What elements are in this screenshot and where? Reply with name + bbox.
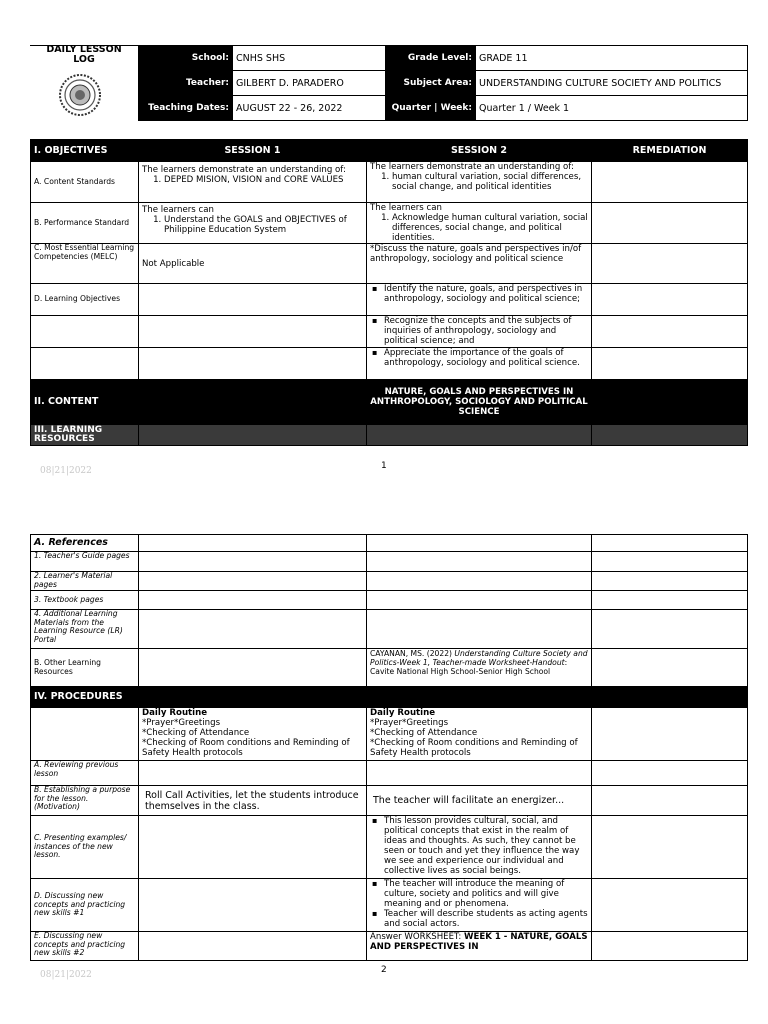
discussing-1-row	[31, 879, 748, 932]
discussing-1-label: D. Discussing new concepts and practicing new skills #1	[31, 879, 139, 932]
routine-s2-1: *Prayer*Greetings	[370, 718, 449, 728]
melc-remediation	[592, 244, 748, 284]
references-heading: A. References	[31, 535, 139, 552]
teachers-guide-s2	[367, 552, 592, 572]
additional-materials-label: 4. Additional Learning Materials from the Learning Resource (LR) Portal	[31, 610, 139, 649]
presenting-remediation	[592, 816, 748, 879]
learners-material-row	[31, 572, 748, 591]
content-heading: II. CONTENT	[31, 380, 139, 425]
textbook-s2	[367, 591, 592, 610]
page-number-2: 2	[381, 965, 387, 975]
learning-resources-remediation	[592, 425, 748, 446]
other-resources-row	[31, 649, 748, 687]
learning-objectives-row-2	[31, 316, 748, 348]
melc-s1: Not Applicable	[139, 244, 367, 284]
additional-materials-s2	[367, 610, 592, 649]
learning-objective-2: ▪ Recognize the concepts and the subjects of inquiries of anthropology, sociology and political science; and	[384, 316, 588, 346]
content-s2: NATURE, GOALS AND PERSPECTIVES IN ANTHROPOLOGY, SOCIOLOGY AND POLITICAL SCIENCE	[367, 380, 592, 425]
other-resources-s1	[139, 649, 367, 687]
content-standards-s1-intro: The learners demonstrate an understanding of:	[142, 165, 346, 175]
performance-s2-item: 1. Acknowledge human cultural variation, social differences, social change, and political identities.	[392, 213, 588, 243]
learning-objectives-remediation-2	[592, 316, 748, 348]
content-s1	[139, 380, 367, 425]
daily-routine-label	[31, 708, 139, 761]
objectives-heading: I. OBJECTIVES	[31, 140, 139, 162]
references-remediation	[592, 535, 748, 552]
motivation-row	[31, 786, 748, 816]
other-resources-s2	[367, 649, 592, 687]
other-resources-remediation	[592, 649, 748, 687]
motivation-label: B. Establishing a purpose for the lesson. (Motivation)	[31, 786, 139, 816]
melc-row	[31, 244, 748, 284]
learning-objectives-s2-1	[367, 284, 592, 316]
performance-standard-remediation	[592, 203, 748, 244]
textbook-remediation	[592, 591, 748, 610]
performance-s2-intro: The learners can	[370, 203, 442, 213]
learning-objectives-remediation-3	[592, 348, 748, 380]
learning-objectives-label: D. Learning Objectives	[31, 284, 139, 316]
worksheet-title: WEEK 1 - NATURE, GOALS AND PERSPECTIVES IN	[370, 932, 588, 952]
references-procedures-table	[30, 534, 748, 961]
additional-materials-row	[31, 610, 748, 649]
content-standards-s2-intro: The learners demonstrate an understanding of:	[370, 162, 574, 172]
header-title	[30, 45, 138, 65]
motivation-remediation	[592, 786, 748, 816]
motivation-s2: The teacher will facilitate an energizer...	[367, 786, 592, 816]
quarter-value: Quarter 1 / Week 1	[476, 96, 748, 121]
other-resources-title: Understanding Culture Society and Politics-Week 1, Teacher-made Worksheet-Handout	[370, 649, 588, 667]
subject-label: Subject Area:	[386, 71, 476, 96]
subject-value: UNDERSTANDING CULTURE SOCIETY AND POLITICS	[476, 71, 748, 96]
objectives-header-row	[31, 140, 748, 162]
teachers-guide-label: 1. Teacher's Guide pages	[31, 552, 139, 572]
reviewing-row	[31, 761, 748, 786]
objectives-table	[30, 139, 748, 446]
footer-date-page2: 08|21|2022	[40, 970, 92, 980]
header-row-school	[139, 46, 748, 71]
discussing-2-s2	[367, 932, 592, 961]
dates-value: AUGUST 22 - 26, 2022	[233, 96, 386, 121]
procedures-remediation	[592, 687, 748, 708]
learning-objectives-s2-3	[367, 348, 592, 380]
performance-s1-item: 1. Understand the GOALS and OBJECTIVES of Philippine Education System	[164, 215, 363, 235]
daily-routine-remediation	[592, 708, 748, 761]
school-seal-icon	[58, 73, 102, 117]
reviewing-remediation	[592, 761, 748, 786]
learning-resources-s1	[139, 425, 367, 446]
melc-label: C. Most Essential Learning Competencies (MELC)	[31, 244, 139, 284]
header-row-teacher	[139, 71, 748, 96]
discussing-2-label: E. Discussing new concepts and practicing new skills #2	[31, 932, 139, 961]
routine-title-s2: Daily Routine	[370, 708, 436, 718]
other-resources-author: CAYANAN, MS. (2022)	[370, 649, 455, 658]
presenting-row	[31, 816, 748, 879]
motivation-s1: Roll Call Activities, let the students introduce themselves in the class.	[139, 786, 367, 816]
routine-title-s1: Daily Routine	[142, 708, 208, 718]
performance-standard-s1	[139, 203, 367, 244]
quarter-label: Quarter | Week:	[386, 96, 476, 121]
learning-objectives-blank-2	[31, 316, 139, 348]
learning-objectives-row-1	[31, 284, 748, 316]
discussing-2-remediation	[592, 932, 748, 961]
content-standards-s1	[139, 162, 367, 203]
routine-s1-1: *Prayer*Greetings	[142, 718, 221, 728]
other-resources-label: B. Other Learning Resources	[31, 649, 139, 687]
learning-objectives-s2-2	[367, 316, 592, 348]
routine-s1-2: *Checking of Attendance	[142, 728, 250, 738]
discussing-1-item-2: ▪ Teacher will describe students as acting agents and social actors.	[384, 909, 588, 929]
teachers-guide-row	[31, 552, 748, 572]
references-heading-row	[31, 535, 748, 552]
learning-objectives-remediation-1	[592, 284, 748, 316]
references-s2	[367, 535, 592, 552]
performance-standard-label: B. Performance Standard	[31, 203, 139, 244]
content-standards-remediation	[592, 162, 748, 203]
learning-objectives-blank-3	[31, 348, 139, 380]
routine-s2-2: *Checking of Attendance	[370, 728, 478, 738]
reviewing-label: A. Reviewing previous lesson	[31, 761, 139, 786]
learning-resources-row	[31, 425, 748, 446]
routine-s2-3: *Checking of Room conditions and Reminding of Safety Health protocols	[370, 738, 578, 758]
page-number-1: 1	[381, 461, 387, 471]
footer-date-page1: 08|21|2022	[40, 466, 92, 476]
reviewing-s2	[367, 761, 592, 786]
learning-objectives-s1	[139, 284, 367, 316]
routine-s1-3: *Checking of Room conditions and Reminding of Safety Health protocols	[142, 738, 350, 758]
learning-objectives-s1-2	[139, 316, 367, 348]
procedures-heading-row	[31, 687, 748, 708]
content-standards-s2-item: 1. human cultural variation, social differences, social change, and political identities	[392, 172, 588, 192]
header-table	[138, 45, 748, 121]
session1-heading: SESSION 1	[139, 140, 367, 162]
additional-materials-s1	[139, 610, 367, 649]
procedures-heading: IV. PROCEDURES	[31, 687, 139, 708]
teachers-guide-s1	[139, 552, 367, 572]
learners-material-s1	[139, 572, 367, 591]
references-s1	[139, 535, 367, 552]
header-title-border	[30, 45, 138, 46]
procedures-s1	[139, 687, 367, 708]
presenting-label: C. Presenting examples/ instances of the new lesson.	[31, 816, 139, 879]
learning-objective-3: ▪ Appreciate the importance of the goals of anthropology, sociology and political science.	[384, 348, 588, 368]
teacher-label: Teacher:	[139, 71, 233, 96]
learning-objective-1: ▪ Identify the nature, goals, and perspectives in anthropology, sociology and political science;	[384, 284, 588, 304]
discussing-1-item-1: ▪ The teacher will introduce the meaning of culture, society and politics and will give meaning and or phenomena.	[384, 879, 588, 909]
content-standards-row	[31, 162, 748, 203]
presenting-s1	[139, 816, 367, 879]
learners-material-s2	[367, 572, 592, 591]
daily-routine-s2	[367, 708, 592, 761]
performance-s1-intro: The learners can	[142, 205, 214, 215]
presenting-s2	[367, 816, 592, 879]
grade-label: Grade Level:	[386, 46, 476, 71]
discussing-1-s2	[367, 879, 592, 932]
textbook-row	[31, 591, 748, 610]
learning-resources-heading: III. LEARNING RESOURCES	[31, 425, 139, 446]
header-title-line2: LOG	[73, 54, 95, 65]
reviewing-s1	[139, 761, 367, 786]
discussing-1-remediation	[592, 879, 748, 932]
procedures-s2	[367, 687, 592, 708]
learners-material-remediation	[592, 572, 748, 591]
dates-label: Teaching Dates:	[139, 96, 233, 121]
daily-routine-row	[31, 708, 748, 761]
discussing-2-row	[31, 932, 748, 961]
learning-objectives-s1-3	[139, 348, 367, 380]
school-label: School:	[139, 46, 233, 71]
teacher-value: GILBERT D. PARADERO	[233, 71, 386, 96]
daily-routine-s1	[139, 708, 367, 761]
discussing-1-s1	[139, 879, 367, 932]
presenting-s2-item: ▪ This lesson provides cultural, social, and political concepts that exist in the realm of ideas and thoughts. As such, they cannot be seen or touch and yet they influence the way we see and experience our individual and collective lives as social beings.	[384, 816, 588, 876]
learning-objectives-row-3	[31, 348, 748, 380]
session2-heading: SESSION 2	[367, 140, 592, 162]
learners-material-label: 2. Learner's Material pages	[31, 572, 139, 591]
worksheet-prefix: Answer WORKSHEET:	[370, 932, 464, 942]
content-standards-s2	[367, 162, 592, 203]
performance-standard-s2	[367, 203, 592, 244]
discussing-2-s1	[139, 932, 367, 961]
additional-materials-remediation	[592, 610, 748, 649]
header-row-dates	[139, 96, 748, 121]
teachers-guide-remediation	[592, 552, 748, 572]
content-remediation	[592, 380, 748, 425]
header-title-line1: DAILY LESSON	[46, 44, 122, 55]
content-standards-label: A. Content Standards	[31, 162, 139, 203]
performance-standard-row	[31, 203, 748, 244]
content-standards-s1-item: 1. DEPED MISION, VISION and CORE VALUES	[164, 175, 363, 185]
other-resources-publisher: : Cavite National High School-Senior High School	[370, 658, 568, 676]
melc-s2: *Discuss the nature, goals and perspectives in/of anthropology, sociology and political science	[367, 244, 592, 284]
remediation-heading: REMEDIATION	[592, 140, 748, 162]
textbook-s1	[139, 591, 367, 610]
content-row	[31, 380, 748, 425]
textbook-label: 3. Textbook pages	[31, 591, 139, 610]
grade-value: GRADE 11	[476, 46, 748, 71]
school-value: CNHS SHS	[233, 46, 386, 71]
learning-resources-s2	[367, 425, 592, 446]
